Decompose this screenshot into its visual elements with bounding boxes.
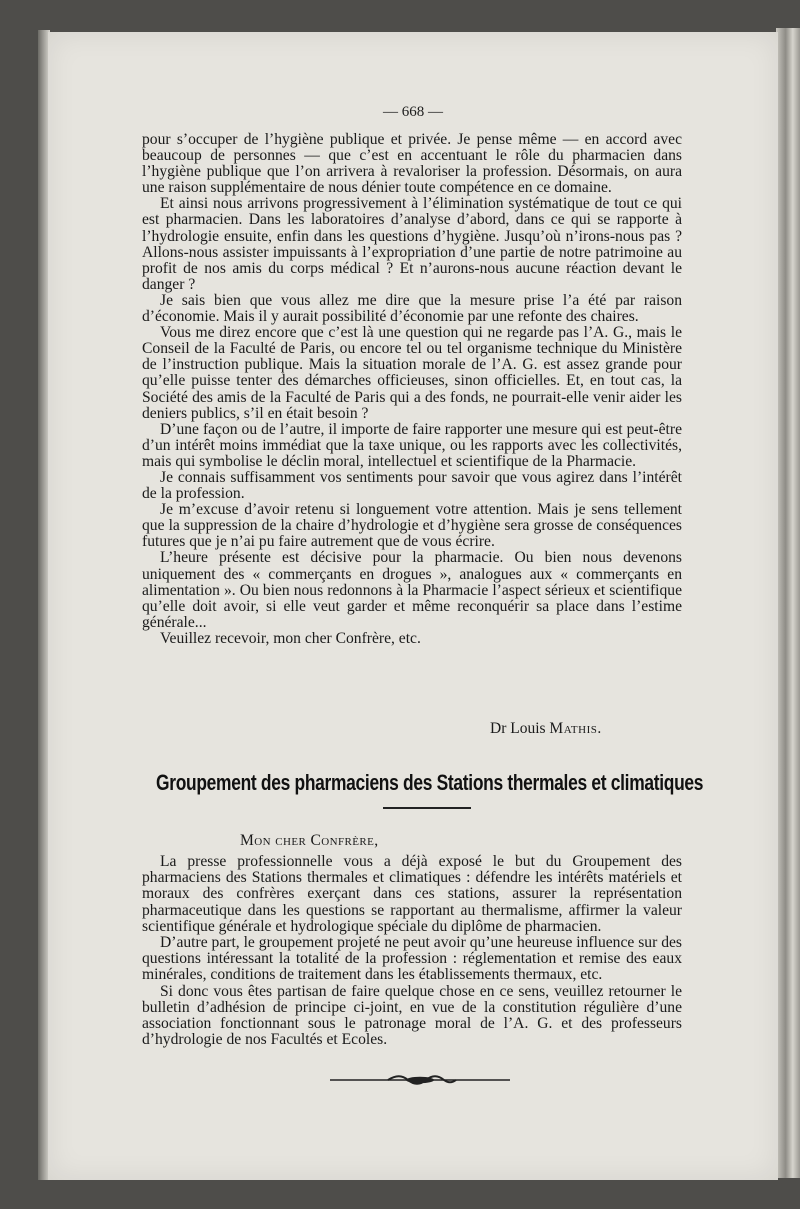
letter-paragraph-8: L’heure présente est décisive pour la pharmacie. Ou bien nous devenons uniquement des « commerçants en drogues », analogues aux « commerçants en alimentation ». Ou bien nous redonnons à la Pharmacie l’aspect sérieux et scientifique qu’elle doit avoir, si elle veut garder et même reconquérir sa place dans l’estime générale...: [142, 549, 682, 631]
salutation: Mon cher Confrère,: [240, 832, 379, 849]
signature: [490, 720, 602, 738]
letter-paragraph-3: Je sais bien que vous allez me dire que la mesure prise l’a été par raison d’économie. Mais il y aurait possibilité d’économie par une refonte des chaires.: [142, 291, 682, 326]
title-rule: [383, 807, 471, 809]
section-body: [142, 854, 682, 1048]
page-number: — 668 —: [383, 104, 443, 120]
ornament-divider: [330, 1074, 510, 1086]
letter-paragraph-6: Je connais suffisamment vos sentiments pour savoir que vous agirez dans l’intérêt de la profession.: [142, 468, 682, 503]
letter-closing: Veuillez recevoir, mon cher Confrère, etc.: [160, 629, 421, 647]
signature-name: Louis: [510, 720, 546, 737]
letter-body: [142, 132, 682, 647]
section-paragraph-2: D’autre part, le groupement projeté ne peut avoir qu’une heureuse influence sur des questions intéressant la totalité de la profession : réglementation et remise des eaux minérales, conditions de traitement dans les établissements thermaux, etc.: [142, 934, 682, 984]
letter-paragraph-7: Je m’excuse d’avoir retenu si longuement votre attention. Mais je sens tellement que la suppression de la chaire d’hydrologie et d’hygiène sera grosse de conséquences futures que je n’ai pu faire autrement que de vous écrire.: [142, 501, 682, 551]
ornament-center: [406, 1077, 434, 1083]
letter-paragraph-5: D’une façon ou de l’autre, il importe de faire rapporter une mesure qui est peut-être d’un intérêt moins immédiat que la taxe unique, ou les rapports avec les collectivités, mais qui symbolise le déclin moral, intellectuel et scientifique de la Pharmacie.: [142, 420, 682, 470]
document-page: [48, 32, 778, 1180]
section-paragraph-1: La presse professionnelle vous a déjà exposé le but du Groupement des pharmaciens des Stations thermales et climatiques : défendre les intérêts matériels et moraux des confrères exerçant dans ces stations, assurer la représentation pharmaceutique dans les questions se rapportant au thermalisme, affirmer la valeur scientifique générale et hydrologique spéciale du diplôme de pharmacien.: [142, 853, 682, 935]
letter-paragraph-4: Vous me direz encore que c’est là une question qui ne regarde pas l’A. G., mais le Conseil de la Faculté de Paris, ou encore tel ou tel organisme technique du Ministère de l’instruction publique. Mais la situation morale de l’A. G. est assez grande pour qu’elle puisse tenter des démarches officieuses, sinon officielles. Et, en tout cas, la Société des amis de la Faculté de Paris qui a des fonds, ne pourrait-elle venir aider les deniers publics, s’il en était besoin ?: [142, 324, 682, 422]
letter-paragraph-2: Et ainsi nous arrivons progressivement à l’élimination systématique de tout ce qui est pharmacien. Dans les laboratoires d’analyse d’abord, dans ce qui se rapporte à l’hydrologie ensuite, enfin dans les questions d’hygiène. Jusqu’où n’irons-nous pas ? Allons-nous assister impuissants à l’expropriation d’une partie de notre patrimoine au profit de nos amis du corps médical ? Et n’aurons-nous aucune réaction devant le danger ?: [142, 195, 682, 293]
page-edge-right: [776, 28, 800, 1178]
signature-prefix: Dr: [490, 720, 507, 737]
section-title: Groupement des pharmaciens des Stations thermales et climatiques: [156, 770, 704, 795]
section-paragraph-3: Si donc vous êtes partisan de faire quelque chose en ce sens, veuillez retourner le bulletin d’adhésion de principe ci-joint, en vue de la constitution régulière d’une association fonctionnant sous le patronage moral de l’A. G. et des professeurs d’hydrologie de nos Facultés et Ecoles.: [142, 982, 682, 1049]
signature-surname: Mathis.: [549, 720, 602, 737]
letter-paragraph-1: pour s’occuper de l’hygiène publique et privée. Je pense même — en accord avec beaucoup de personnes — que c’est en accentuant le rôle du pharmacien dans l’hygiène publique que l’on arrivera à revaloriser la profession. Désormais, on aura une raison supplémentaire de nous dénier toute compétence en ce domaine.: [142, 131, 682, 197]
